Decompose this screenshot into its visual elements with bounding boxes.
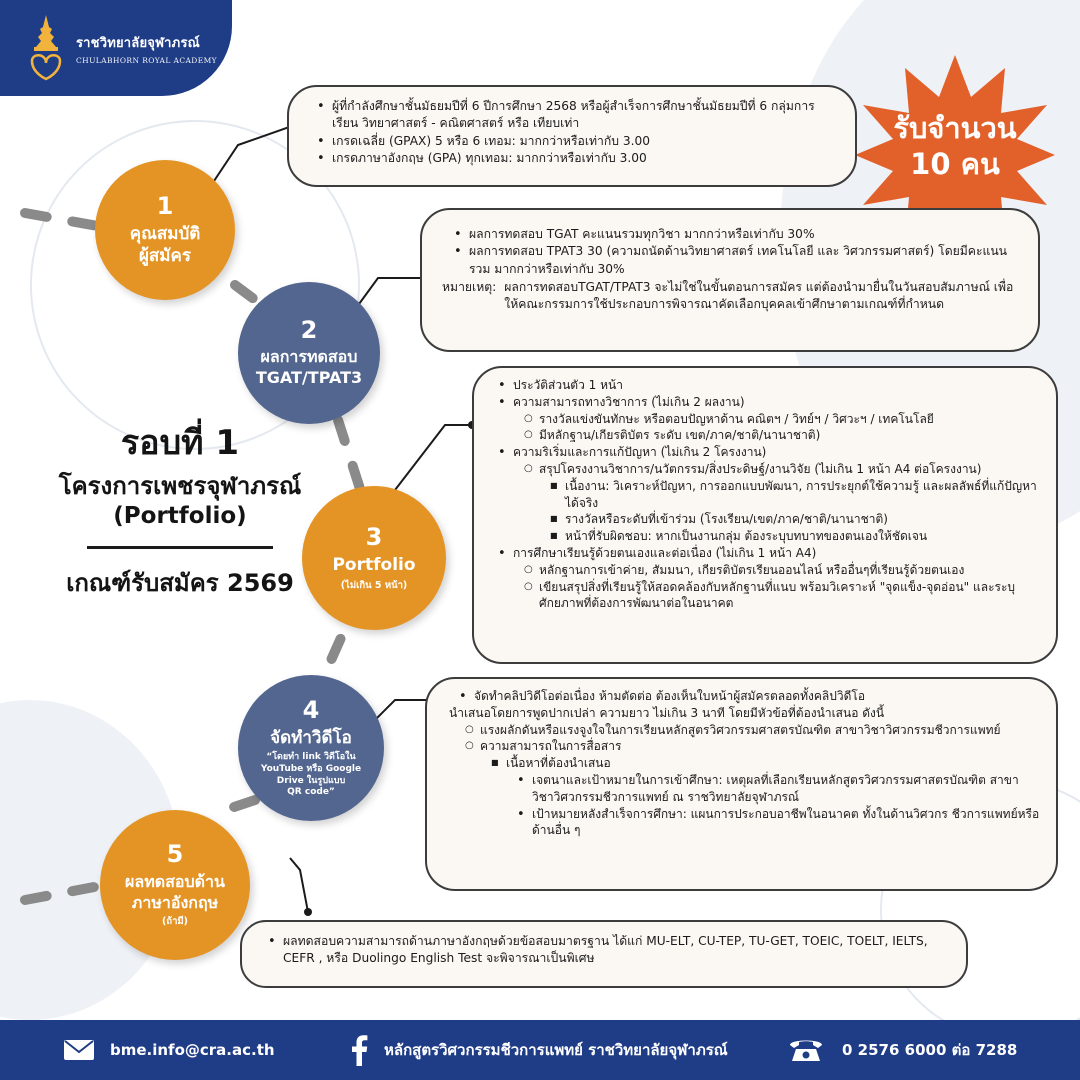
- project-title: โครงการเพชรจุฬาภรณ์: [58, 471, 302, 500]
- step-number: 4: [302, 695, 320, 724]
- email-text: bme.info@cra.ac.th: [110, 1041, 275, 1059]
- criteria-title: เกณฑ์รับสมัคร 2569: [66, 568, 294, 597]
- step-circle-5: [100, 810, 250, 960]
- list-item: • เจตนาและเป้าหมายในการเข้าศึกษา: เหตุผลที่เลือกเรียนหลักสูตรวิศวกรรมศาสตรบัณฑิต สาขาวิชาวิศวกรรมชีวการแพทย์ ณ ราชวิทยาลัยจุฬาภรณ์: [515, 772, 1040, 806]
- list-item: • ความริเริ่มและการแก้ปัญหา (ไม่เกิน 2 โครงงาน): [496, 444, 1038, 461]
- step-number: 1: [156, 191, 174, 220]
- info-box-english: [240, 920, 968, 988]
- step-sublabel-line: Drive ในรูปแบบ: [276, 775, 346, 786]
- step-label-line: ภาษาอังกฤษ: [131, 892, 219, 912]
- note: [442, 279, 1016, 314]
- info-box-qualifications: [287, 85, 857, 187]
- step-sublabel: (ไม่เกิน 5 หน้า): [340, 579, 408, 591]
- step-number: 2: [300, 316, 318, 344]
- title-divider: [87, 546, 273, 549]
- step-sublabel-line: “โดยทำ link วิดีโอใน: [266, 752, 356, 763]
- list-item: • ผลการทดสอบ TPAT3 30 (ความถนัดด้านวิทยาศาสตร์ เทคโนโลยี และ วิศวกรรมศาสตร์) โดยมีคะแนนรวม มากกว่าหรือเท่ากับ 30%: [452, 243, 1016, 278]
- academy-crest-icon: [26, 13, 66, 83]
- list-item: ○ รางวัลแข่งขันทักษะ หรือตอบปัญหาด้าน คณิตฯ / วิทย์ฯ / วิศวะฯ / เทคโนโลยี: [522, 411, 1038, 428]
- list-item: ○ สรุปโครงงานวิชาการ/นวัตกรรม/สิ่งประดิษฐ์/งานวิจัย (ไม่เกิน 1 หน้า A4 ต่อโครงงาน): [522, 461, 1038, 478]
- step-label: [256, 347, 362, 389]
- list-item: ■ เนื้อหาที่ต้องนำเสนอ: [489, 755, 1040, 772]
- list-item: • ความสามารถทางวิชาการ (ไม่เกิน 2 ผลงาน): [496, 394, 1038, 411]
- list-item: • ประวัติส่วนตัว 1 หน้า: [496, 377, 1038, 394]
- quota-badge-text: [855, 110, 1055, 183]
- list-item: • เป้าหมายหลังสำเร็จการศึกษา: แผนการประกอบอาชีพในอนาคต ทั้งในด้านวิศวกร ชีวการแพทย์หรือด้านอื่น ๆ: [515, 806, 1040, 840]
- step-sublabel: (ถ้ามี): [161, 916, 189, 928]
- list-item: ○ แรงผลักดันหรือแรงจูงใจในการเรียนหลักสูตรวิศวกรรมศาสตรบัณฑิต สาขาวิชาวิศวกรรมชีวการแพทย์: [463, 722, 1040, 739]
- list-item: ■ รางวัลหรือระดับที่เข้าร่วม (โรงเรียน/เขต/ภาค/ชาติ/นานาชาติ): [548, 511, 1038, 528]
- step-label: [130, 223, 201, 267]
- step-label: Portfolio: [332, 555, 416, 576]
- list-item: • ผู้ที่กำลังศึกษาชั้นมัธยมปีที่ 6 ปีการศึกษา 2568 หรือผู้สำเร็จการศึกษาชั้นมัธยมปีที่ 6 กลุ่มการเรียน วิทยาศาสตร์ - คณิตศาสตร์ หรือ เทียบเท่า: [315, 98, 833, 133]
- info-box-test-scores: [420, 208, 1040, 352]
- footer-bar: [0, 1020, 1080, 1080]
- step-number: 5: [166, 840, 184, 869]
- brand-name-thai: ราชวิทยาลัยจุฬาภรณ์: [76, 35, 200, 51]
- list-item: ○ ความสามารถในการสื่อสาร: [463, 738, 1040, 755]
- intro-text: นำเสนอโดยการพูดปากเปล่า ความยาว ไม่เกิน 3 นาที โดยมีหัวข้อที่ต้องนำเสนอ ดังนี้: [449, 705, 885, 720]
- step-circle-1: [95, 160, 235, 300]
- title-block: [20, 422, 340, 602]
- note-label: หมายเหตุ:: [442, 279, 497, 294]
- footer-facebook[interactable]: [350, 1034, 728, 1066]
- step-sublabel: [261, 752, 361, 799]
- round-title: รอบที่ 1: [120, 423, 240, 463]
- list-item: • เกรดเฉลี่ย (GPAX) 5 หรือ 6 เทอม: มากกว่าหรือเท่ากับ 3.00: [315, 133, 833, 150]
- list-item: ○ มีหลักฐาน/เกียรติบัตร ระดับ เขต/ภาค/ชาติ/นานาชาติ): [522, 427, 1038, 444]
- step-circle-4: [238, 675, 384, 821]
- list-item: ○ หลักฐานการเข้าค่าย, สัมมนา, เกียรติบัตรเรียนออนไลน์ หรืออื่นๆที่เรียนรู้ด้วยตนเอง: [522, 562, 1038, 579]
- facebook-text: หลักสูตรวิศวกรรมชีวการแพทย์ ราชวิทยาลัยจุฬาภรณ์: [384, 1041, 728, 1059]
- footer-email[interactable]: [64, 1040, 275, 1060]
- step-label-line: ผลการทดสอบ: [260, 347, 358, 367]
- step-label: จัดทำวิดีโอ: [270, 728, 352, 749]
- quota-line-1: รับจำนวน: [893, 111, 1017, 145]
- list-item: • เกรดภาษาอังกฤษ (GPA) ทุกเทอม: มากกว่าหรือเท่ากับ 3.00: [315, 150, 833, 167]
- step-sublabel-line: YouTube หรือ Google: [260, 764, 362, 775]
- footer-phone[interactable]: [786, 1035, 1017, 1065]
- list-item: • ผลการทดสอบ TGAT คะแนนรวมทุกวิชา มากกว่าหรือเท่ากับ 30%: [452, 226, 1016, 243]
- step-label: [125, 872, 225, 914]
- step-label-line: ผลทดสอบด้าน: [125, 871, 225, 891]
- note-text: ผลการทดสอบTGAT/TPAT3 จะไม่ใช่ในขั้นตอนการสมัคร แต่ต้องนำมายื่นในวันสอบสัมภาษณ์ เพื่อให้คณะกรรมการใช้ประกอบการพิจารณาคัดเลือกบุคคลเข้าศึกษาตามเกณฑ์ที่กำหนด: [504, 279, 1014, 312]
- list-item: • การศึกษาเรียนรู้ด้วยตนเองและต่อเนื่อง (ไม่เกิน 1 หน้า A4): [496, 545, 1038, 562]
- step-circle-2: [238, 282, 380, 424]
- telephone-icon: [786, 1035, 826, 1065]
- list-item: ○ เขียนสรุปสิ่งที่เรียนรู้ให้สอดคล้องกับหลักฐานที่แนบ พร้อมวิเคราะห์ "จุดแข็ง-จุดอ่อน" และระบุศักยภาพที่ต้องการพัฒนาต่อในอนาคต: [522, 579, 1038, 613]
- step-label-line: TGAT/TPAT3: [255, 368, 363, 388]
- facebook-icon: [350, 1034, 368, 1066]
- step-label-line: ผู้สมัคร: [138, 246, 192, 267]
- list-item: • ผลทดสอบความสามารถด้านภาษาอังกฤษด้วยข้อสอบมาตรฐาน ได้แก่ MU-ELT, CU-TEP, TU-GET, TOEIC, TOELT, IELTS, CEFR , หรือ Duolingo English Test จะพิจารณาเป็นพิเศษ: [266, 933, 944, 968]
- step-sublabel-line: QR code”: [287, 787, 335, 798]
- list-item: ■ เนื้องาน: วิเคราะห์ปัญหา, การออกแบบพัฒนา, การประยุกต์ใช้ความรู้ และผลลัพธ์ที่แก้ปัญหาได้จริง: [548, 478, 1038, 512]
- step-label-line: คุณสมบัติ: [129, 224, 201, 245]
- phone-text: 0 2576 6000 ต่อ 7288: [842, 1041, 1018, 1059]
- info-box-video: [425, 677, 1058, 891]
- quota-line-2: 10 คน: [910, 147, 1000, 182]
- portfolio-title: (Portfolio): [113, 502, 247, 529]
- step-number: 3: [365, 523, 383, 552]
- info-box-portfolio: [472, 366, 1058, 664]
- brand-name-english: CHULABHORN ROYAL ACADEMY: [76, 55, 218, 65]
- mail-icon: [64, 1040, 94, 1060]
- header-logo-band: [0, 0, 232, 96]
- list-item: ■ หน้าที่รับผิดชอบ: หากเป็นงานกลุ่ม ต้องระบุบทบาทของตนเองให้ชัดเจน: [548, 528, 1038, 545]
- list-item: • จัดทำคลิปวิดีโอต่อเนื่อง ห้ามตัดต่อ ต้องเห็นใบหน้าผู้สมัครตลอดทั้งคลิปวิดีโอ: [457, 688, 1040, 705]
